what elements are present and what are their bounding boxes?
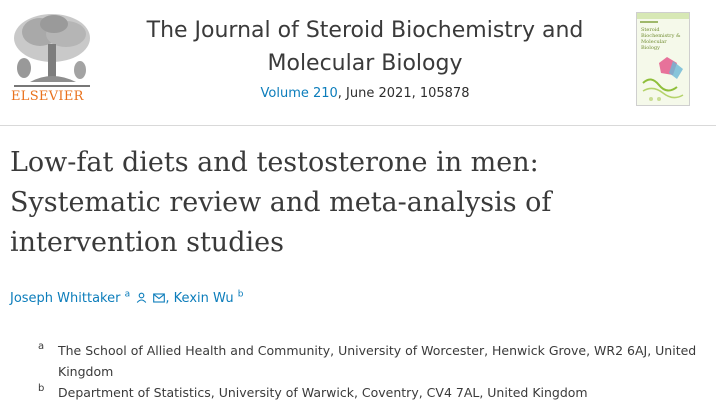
affiliation-item: [38, 382, 708, 403]
author-affiliation-sup[interactable]: b: [237, 289, 244, 300]
affiliation-item: [38, 340, 708, 382]
affiliations-list: [38, 340, 708, 403]
journal-title-line-2[interactable]: Molecular Biology: [267, 51, 463, 76]
affiliation-text: The School of Allied Health and Community, University of Worcester, Henwick Grove, WR2 6AJ, United Kingdom: [58, 343, 697, 379]
author-kexin-wu[interactable]: Kexin Wu: [173, 291, 234, 306]
publisher-name: ELSEVIER: [11, 89, 84, 104]
author-list: [10, 291, 244, 307]
article-title-line-1: Low-fat diets and testosterone in men:: [10, 147, 539, 178]
journal-title[interactable]: [120, 14, 610, 80]
person-icon[interactable]: [136, 292, 147, 307]
svg-text:Biology: Biology: [641, 45, 660, 51]
svg-text:Molecular: Molecular: [641, 39, 667, 45]
affiliation-label: a: [38, 341, 45, 352]
journal-cover-thumbnail[interactable]: [636, 12, 690, 106]
affiliation-text: Department of Statistics, University of Warwick, Coventry, CV4 7AL, United Kingdom: [58, 385, 588, 400]
journal-issue-info: [120, 86, 610, 101]
affiliation-label: b: [38, 383, 45, 394]
email-icon[interactable]: [153, 292, 165, 307]
svg-text:Steroid: Steroid: [641, 27, 660, 33]
article-header: [0, 0, 716, 125]
volume-link[interactable]: Volume 210: [260, 86, 338, 101]
article-title: [10, 143, 700, 263]
issue-details: , June 2021, 105878: [337, 86, 470, 101]
author-joseph-whittaker[interactable]: Joseph Whittaker: [10, 291, 121, 306]
journal-info: [120, 14, 610, 101]
author-affiliation-sup[interactable]: a: [124, 289, 131, 300]
article-title-line-3: intervention studies: [10, 227, 284, 258]
author-separator: ,: [165, 291, 174, 306]
article-title-line-2: Systematic review and meta-analysis of: [10, 187, 552, 218]
journal-title-line-1[interactable]: The Journal of Steroid Biochemistry and: [146, 18, 584, 43]
header-divider: [0, 125, 716, 126]
svg-text:Biochemistry &: Biochemistry &: [641, 33, 681, 39]
